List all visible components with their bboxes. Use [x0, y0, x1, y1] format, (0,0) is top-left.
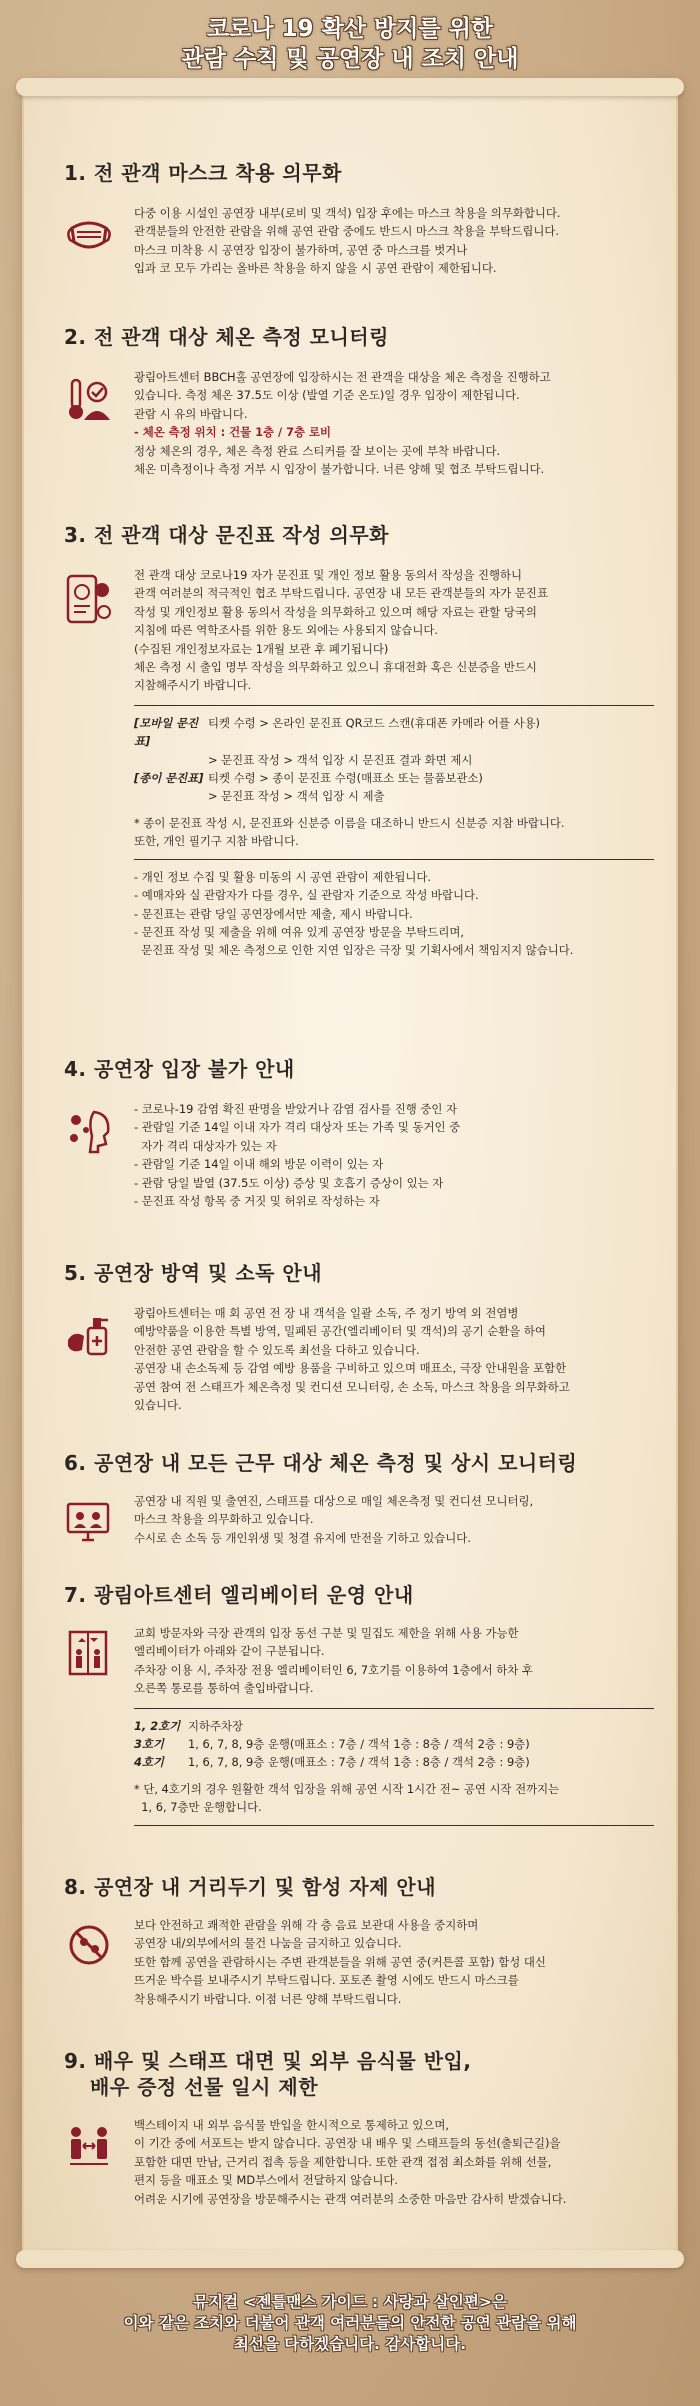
s8-line: 보다 안전하고 쾌적한 관람을 위해 각 층 음료 보관대 사용을 중지하며 [134, 1918, 479, 1932]
divider [134, 859, 654, 860]
section-elevator [64, 1582, 644, 1815]
s2-line: 정상 체온의 경우, 체온 측정 완료 스티커를 잘 보이는 곳에 부착 바랍니다. [134, 443, 501, 458]
s3-line: (수집된 개인정보자료는 1개월 보관 후 폐기됩니다) [134, 641, 389, 656]
s5-line: 예방약품을 이용한 특별 방역, 밀폐된 공간(엘리베이터 및 객석)의 공기 순환을 하여 [134, 1324, 546, 1339]
header-title-line2: 관람 수칙 및 공연장 내 조치 안내 [181, 46, 519, 72]
section-staff-monitoring [64, 1450, 644, 1545]
footer-line: 이와 같은 조치와 더불어 관객 여러분들의 안전한 공연 관람을 위해 [123, 2314, 577, 2332]
section-disinfection [64, 1260, 644, 1413]
section-entry-denied [64, 1056, 644, 1209]
s6-line: 공연장 내 직원 및 출연진, 스태프를 대상으로 매일 체온측정 및 컨디션 모니터링, [134, 1494, 534, 1508]
s7-line: 엘리베이터가 아래와 같이 구분됩니다. [134, 1644, 325, 1659]
s1-line: 관객분들의 안전한 관람을 위해 공연 관람 중에도 반드시 마스크 착용을 부탁드립니다. [134, 224, 559, 239]
section-title: 8. 공연장 내 거리두기 및 함성 자제 안내 [64, 1875, 437, 1899]
s1-line: 마스크 미착용 시 공연장 입장이 불가하며, 공연 중 마스크를 벗거나 [134, 242, 468, 257]
s8-line: 뜨거운 박수를 보내주시기 부탁드립니다. 포토존 촬영 시에도 반드시 마스크를 [134, 1973, 519, 1988]
s8-line: 착용해주시기 바랍니다. 이점 너른 양해 부탁드립니다. [134, 1991, 402, 2006]
form-bullet: - 문진표는 관람 당일 공연장에서만 제출, 제시 바랍니다. [134, 906, 413, 921]
s9-line: 어려운 시기에 공연장을 방문해주시는 관객 여러분의 소중한 마음만 감사히 받겠습니다. [134, 2191, 567, 2206]
elevator-icon [64, 1628, 114, 1678]
elevator-number: 1, 2호기 [134, 1718, 181, 1733]
section-title: 5. 공연장 방역 및 소독 안내 [64, 1261, 323, 1285]
s8-line: 공연장 내/외부에서의 물건 나눔을 금지하고 있습니다. [134, 1936, 402, 1951]
s2-line: 광림아트센터 BBCH홀 공연장에 입장하시는 전 관객을 대상을 체온 측정을 진행하고 [134, 370, 551, 384]
section-distancing [64, 1874, 644, 2006]
s7-line: 오른쪽 통로를 통하여 출입바랍니다. [134, 1681, 314, 1696]
no-contact-icon [64, 1920, 114, 1970]
elevator-row [134, 1753, 654, 1771]
elevator-floors: 1, 6, 7, 8, 9층 운행(매표소 : 7층 / 객석 1층 : 8층 / 객석 2층 : 9층) [188, 1737, 530, 1752]
paper-form-step1: 티켓 수령 > 종이 문진표 수령(매표소 또는 물품보관소) [208, 771, 483, 786]
s3-line: 전 관객 대상 코로나19 자가 문진표 및 개인 정보 활용 동의서 작성을 진행하니 [134, 568, 523, 582]
monitor-icon [64, 1496, 114, 1546]
virus-head-icon [64, 1106, 114, 1156]
s9-line: 백스테이지 내 외부 음식물 반입을 한시적으로 통제하고 있으며, [134, 2118, 450, 2132]
header-title-line1: 코로나 19 확산 방지를 위한 [206, 16, 494, 42]
s3-line: 관객 여러분의 적극적인 협조 부탁드립니다. 공연장 내 모든 관객분들의 자가 문진표 [134, 586, 548, 601]
elevator-number: 4호기 [134, 1755, 164, 1770]
footer [0, 2292, 700, 2355]
header [0, 14, 700, 74]
s3-line: 작성 및 개인정보 활용 동의서 작성을 의무화하고 있으며 해당 자료는 관할 당국의 [134, 604, 537, 619]
form-note: 또한, 개인 필기구 지참 바랍니다. [134, 834, 299, 849]
s5-line: 공연장 내 손소독제 등 감염 예방 용품을 구비하고 있으며 매표소, 극장 안내원을 포함한 [134, 1361, 567, 1376]
section-title: 9. 배우 및 스태프 대면 및 외부 음식물 반입, [64, 2049, 472, 2073]
denied-item: 자가 격리 대상자가 있는 자 [134, 1138, 277, 1153]
section-staff-contact [64, 2048, 644, 2206]
s3-line: 체온 측정 시 출입 명부 작성을 의무화하고 있으니 휴대전화 혹은 신분증을 반드시 [134, 660, 537, 675]
elevator-floors: 지하주차장 [188, 1718, 244, 1733]
s5-line: 광림아트센터는 매 회 공연 전 장 내 객석을 일괄 소독, 주 정기 방역 외 전염병 [134, 1306, 519, 1320]
mobile-form-label: [모바일 문진표] [134, 715, 199, 749]
paper-form-label: [종이 문진표] [134, 771, 204, 786]
thermometer-icon [64, 374, 114, 424]
elevator-row [134, 1735, 654, 1753]
denied-item: - 문진표 작성 항목 중 거짓 및 허위로 작성하는 자 [134, 1194, 380, 1209]
s9-line: 포함한 대면 만남, 근거리 접촉 등을 제한합니다. 또한 관객 접점 최소화를 위해 선물, [134, 2154, 552, 2169]
s6-line: 수시로 손 소독 등 개인위생 및 청결 유지에 만전을 기하고 있습니다. [134, 1530, 471, 1545]
s3-line: 지침에 따른 역학조사를 위한 용도 외에는 사용되지 않습니다. [134, 623, 439, 638]
form-note: * 종이 문진표 작성 시, 문진표와 신분증 이름을 대조하니 반드시 신분증 지참 바랍니다. [134, 815, 565, 830]
section-title: 4. 공연장 입장 불가 안내 [64, 1057, 295, 1081]
paper-form-step2: > 문진표 작성 > 객석 입장 시 제출 [208, 789, 385, 804]
s2-line: 관람 시 유의 바랍니다. [134, 406, 248, 421]
s5-line: 공연 참여 전 스태프가 체온측정 및 컨디션 모니터링, 손 소독, 마스크 착용을 의무화하고 [134, 1379, 570, 1394]
s2-line: 있습니다. 측정 체온 37.5도 이상 (발열 기준 온도)일 경우 입장이 제한됩니다. [134, 388, 520, 403]
elevator-note: 1, 6, 7층만 운행합니다. [134, 1800, 262, 1815]
denied-item: - 관람일 기준 14일 이내 자가 격리 대상자 또는 가족 및 동거인 중 [134, 1120, 461, 1135]
mobile-form-step1: 티켓 수령 > 온라인 문진표 QR코드 스캔(휴대폰 카메라 어플 사용) [208, 715, 540, 730]
elevator-floors: 1, 6, 7, 8, 9층 운행(매표소 : 7층 / 객석 1층 : 8층 / 객석 2층 : 9층) [188, 1755, 530, 1770]
section-title: 2. 전 관객 대상 체온 측정 모니터링 [64, 325, 389, 349]
section-title: 배우 증정 선물 일시 제한 [90, 2075, 319, 2099]
section-title: 3. 전 관객 대상 문진표 작성 의무화 [64, 523, 389, 547]
temperature-location: - 체온 측정 위치 : 건물 1층 / 7층 로비 [134, 425, 332, 440]
mobile-form-step2: > 문진표 작성 > 객석 입장 시 문진표 결과 화면 제시 [208, 752, 473, 767]
sanitizer-icon [64, 1310, 114, 1360]
form-bullet: - 예매자와 실 관람자가 다를 경우, 실 관람자 기준으로 작성 바랍니다. [134, 888, 479, 903]
s1-line: 다중 이용 시설인 공연장 내부(로비 및 객석) 입장 후에는 마스크 착용을 의무화합니다. [134, 206, 561, 220]
s1-line: 입과 코 모두 가리는 올바른 착용을 하지 않을 시 공연 관람이 제한됩니다. [134, 261, 497, 276]
section-title: 7. 광림아트센터 엘리베이터 운영 안내 [64, 1583, 414, 1607]
section-questionnaire [64, 522, 644, 958]
elevator-row [134, 1717, 654, 1735]
phone-form-icon [64, 572, 114, 622]
section-temperature [64, 324, 644, 477]
form-bullet: 문진표 작성 및 체온 측정으로 인한 지연 입장은 극장 및 기획사에서 책임지지 않습니다. [134, 943, 574, 958]
s9-line: 편지 등을 매표소 및 MD부스에서 전달하지 않습니다. [134, 2173, 399, 2188]
form-bullet: - 개인 정보 수집 및 활용 미동의 시 공연 관람이 제한됩니다. [134, 869, 432, 884]
s6-line: 마스크 착용을 의무화하고 있습니다. [134, 1512, 314, 1527]
section-title: 1. 전 관객 마스크 착용 의무화 [64, 161, 342, 185]
divider [134, 1825, 654, 1826]
denied-item: - 관람일 기준 14일 이내 해외 방문 이력이 있는 자 [134, 1157, 384, 1172]
staff-distance-icon [64, 2120, 114, 2170]
s9-line: 이 기간 중에 서포트는 받지 않습니다. 공연장 내 배우 및 스태프들의 동선(출퇴근길)을 [134, 2136, 561, 2151]
mask-icon [64, 210, 114, 260]
divider [134, 705, 654, 706]
denied-item: - 코로나-19 감염 확진 판명을 받았거나 감염 검사를 진행 중인 자 [134, 1102, 458, 1116]
form-bullet: - 문진표 작성 및 제출을 위해 여유 있게 공연장 방문을 부탁드리며, [134, 924, 465, 939]
s3-line: 지참해주시기 바랍니다. [134, 678, 252, 693]
denied-item: - 관람 당일 발열 (37.5도 이상) 증상 및 호흡기 증상이 있는 자 [134, 1175, 444, 1190]
s8-line: 또한 함께 공연을 관람하시는 주변 관객분들을 위해 공연 중(커튼콜 포함) 함성 대신 [134, 1954, 546, 1969]
s5-line: 있습니다. [134, 1398, 182, 1413]
s2-line: 체온 미측정이나 측정 거부 시 입장이 불가합니다. 너른 양해 및 협조 부탁드립니다. [134, 462, 545, 477]
divider [134, 1708, 654, 1709]
section-mask [64, 160, 644, 276]
footer-line: 최선을 다하겠습니다. 감사합니다. [233, 2335, 467, 2353]
elevator-note: * 단, 4호기의 경우 원활한 객석 입장을 위해 공연 시작 1시간 전~ 공연 시작 전까지는 [134, 1781, 560, 1796]
s7-line: 교회 방문자와 극장 관객의 입장 동선 구분 및 밀집도 제한을 위해 사용 가능한 [134, 1626, 519, 1640]
section-title: 6. 공연장 내 모든 근무 대상 체온 측정 및 상시 모니터링 [64, 1451, 578, 1475]
elevator-number: 3호기 [134, 1737, 164, 1752]
footer-line: 뮤지컬 <젠틀맨스 가이드 : 사랑과 살인편>은 [193, 2293, 507, 2311]
s7-line: 주차장 이용 시, 주차장 전용 엘리베이터인 6, 7호기를 이용하여 1층에서 하차 후 [134, 1662, 533, 1677]
s5-line: 안전한 공연 관람을 할 수 있도록 최선을 다하고 있습니다. [134, 1342, 420, 1357]
